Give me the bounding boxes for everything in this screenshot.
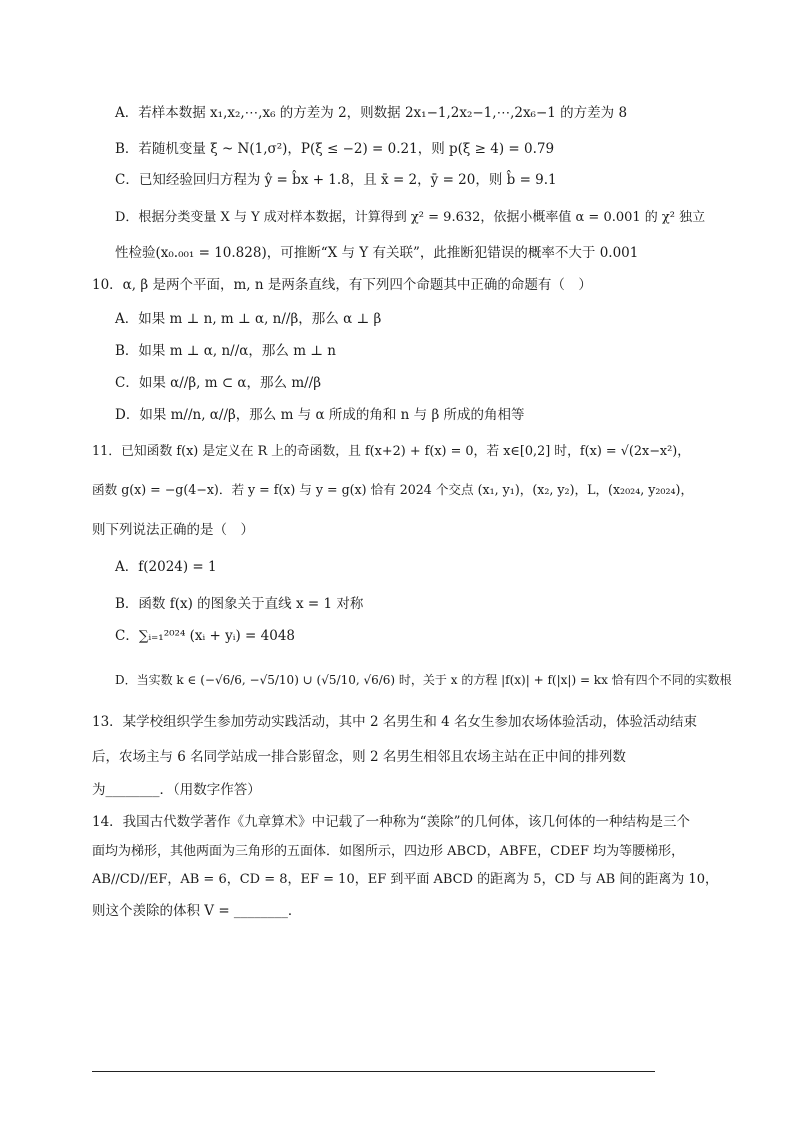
q11-option-d: D．当实数 k ∈ (−√6/6, −√5/10) ∪ (√5/10, √6/6) 时，关于 x 的方程 |f(x)| + f(|x|) = kx 恰有四个不同的实数根 [115,673,732,687]
q10-option-a: A．如果 m ⊥ n, m ⊥ α, n//β，那么 α ⊥ β [115,311,382,327]
q10-option-c: C．如果 α//β, m ⊂ α，那么 m//β [115,375,322,391]
q9-option-d-line2: 性检验(x₀.₀₀₁ = 10.828)，可推断“X 与 Y 有关联”，此推断犯错误的概率不大于 0.001 [115,245,639,261]
q13-line2: 后，农场主与 6 名同学站成一排合影留念，则 2 名男生相邻且农场主站在正中间的排列数 [92,749,626,765]
q10-option-d: D．如果 m//n, α//β，那么 m 与 α 所成的角和 n 与 β 所成的角相等 [115,407,525,423]
q11-stem-line3: 则下列说法正确的是（ ） [92,522,254,538]
q11-option-a: A．f(2024) = 1 [115,559,217,575]
q14-line2: 面均为梯形，其他两面为三角形的五面体．如图所示，四边形 ABCD，ABFE，CDEF 均为等腰梯形， [92,844,685,859]
q9-option-c: C．已知经验回归方程为 ŷ = b̂x + 1.8，且 x̄ = 2，ȳ = 20，则 b̂ = 9.1 [115,172,557,188]
q14-line3: AB//CD//EF，AB = 6，CD = 8，EF = 10，EF 到平面 ABCD 的距离为 5，CD 与 AB 间的距离为 10， [92,872,718,887]
q11-option-c: C．∑ᵢ₌₁²⁰²⁴ (xᵢ + yᵢ) = 4048 [115,628,296,644]
q11-stem-line1: 11．已知函数 f(x) 是定义在 R 上的奇函数，且 f(x+2) + f(x) = 0，若 x∈[0,2] 时，f(x) = √(2x−x²)， [92,444,691,459]
q13-line3: 为________．（用数字作答） [92,782,261,798]
q14-line4: 则这个羡除的体积 V = ________． [92,903,302,919]
q11-stem-line2: 函数 g(x) = −g(4−x)．若 y = f(x) 与 y = g(x) 恰有 2024 个交点 (x₁, y₁)，(x₂, y₂)，L，(x₂₀₂₄, y₂₀₂₄)， [92,482,694,497]
q9-option-d-line1: D．根据分类变量 X 与 Y 成对样本数据，计算得到 χ² = 9.632，依据小概率值 α = 0.001 的 χ² 独立 [115,210,706,225]
q9-option-a: A．若样本数据 x₁,x₂,⋯,x₆ 的方差为 2，则数据 2x₁−1,2x₂−1,⋯,2x₆−1 的方差为 8 [115,105,628,121]
footer-rule [92,1071,655,1072]
q10-stem: 10．α, β 是两个平面，m, n 是两条直线，有下列四个命题其中正确的命题有（ ） [92,277,592,293]
q11-option-b: B．函数 f(x) 的图象关于直线 x = 1 对称 [115,596,364,612]
q14-line1: 14．我国古代数学著作《九章算术》中记载了一种称为“羡除”的几何体，该几何体的一种结构是三个 [92,814,690,830]
q10-option-b: B．如果 m ⊥ α, n//α，那么 m ⊥ n [115,343,336,359]
q13-line1: 13．某学校组织学生参加劳动实践活动，其中 2 名男生和 4 名女生参加农场体验活动，体验活动结束 [92,714,698,730]
q9-option-b: B．若随机变量 ξ ~ N(1,σ²)，P(ξ ≤ −2) = 0.21，则 p(ξ ≥ 4) = 0.79 [115,141,555,157]
